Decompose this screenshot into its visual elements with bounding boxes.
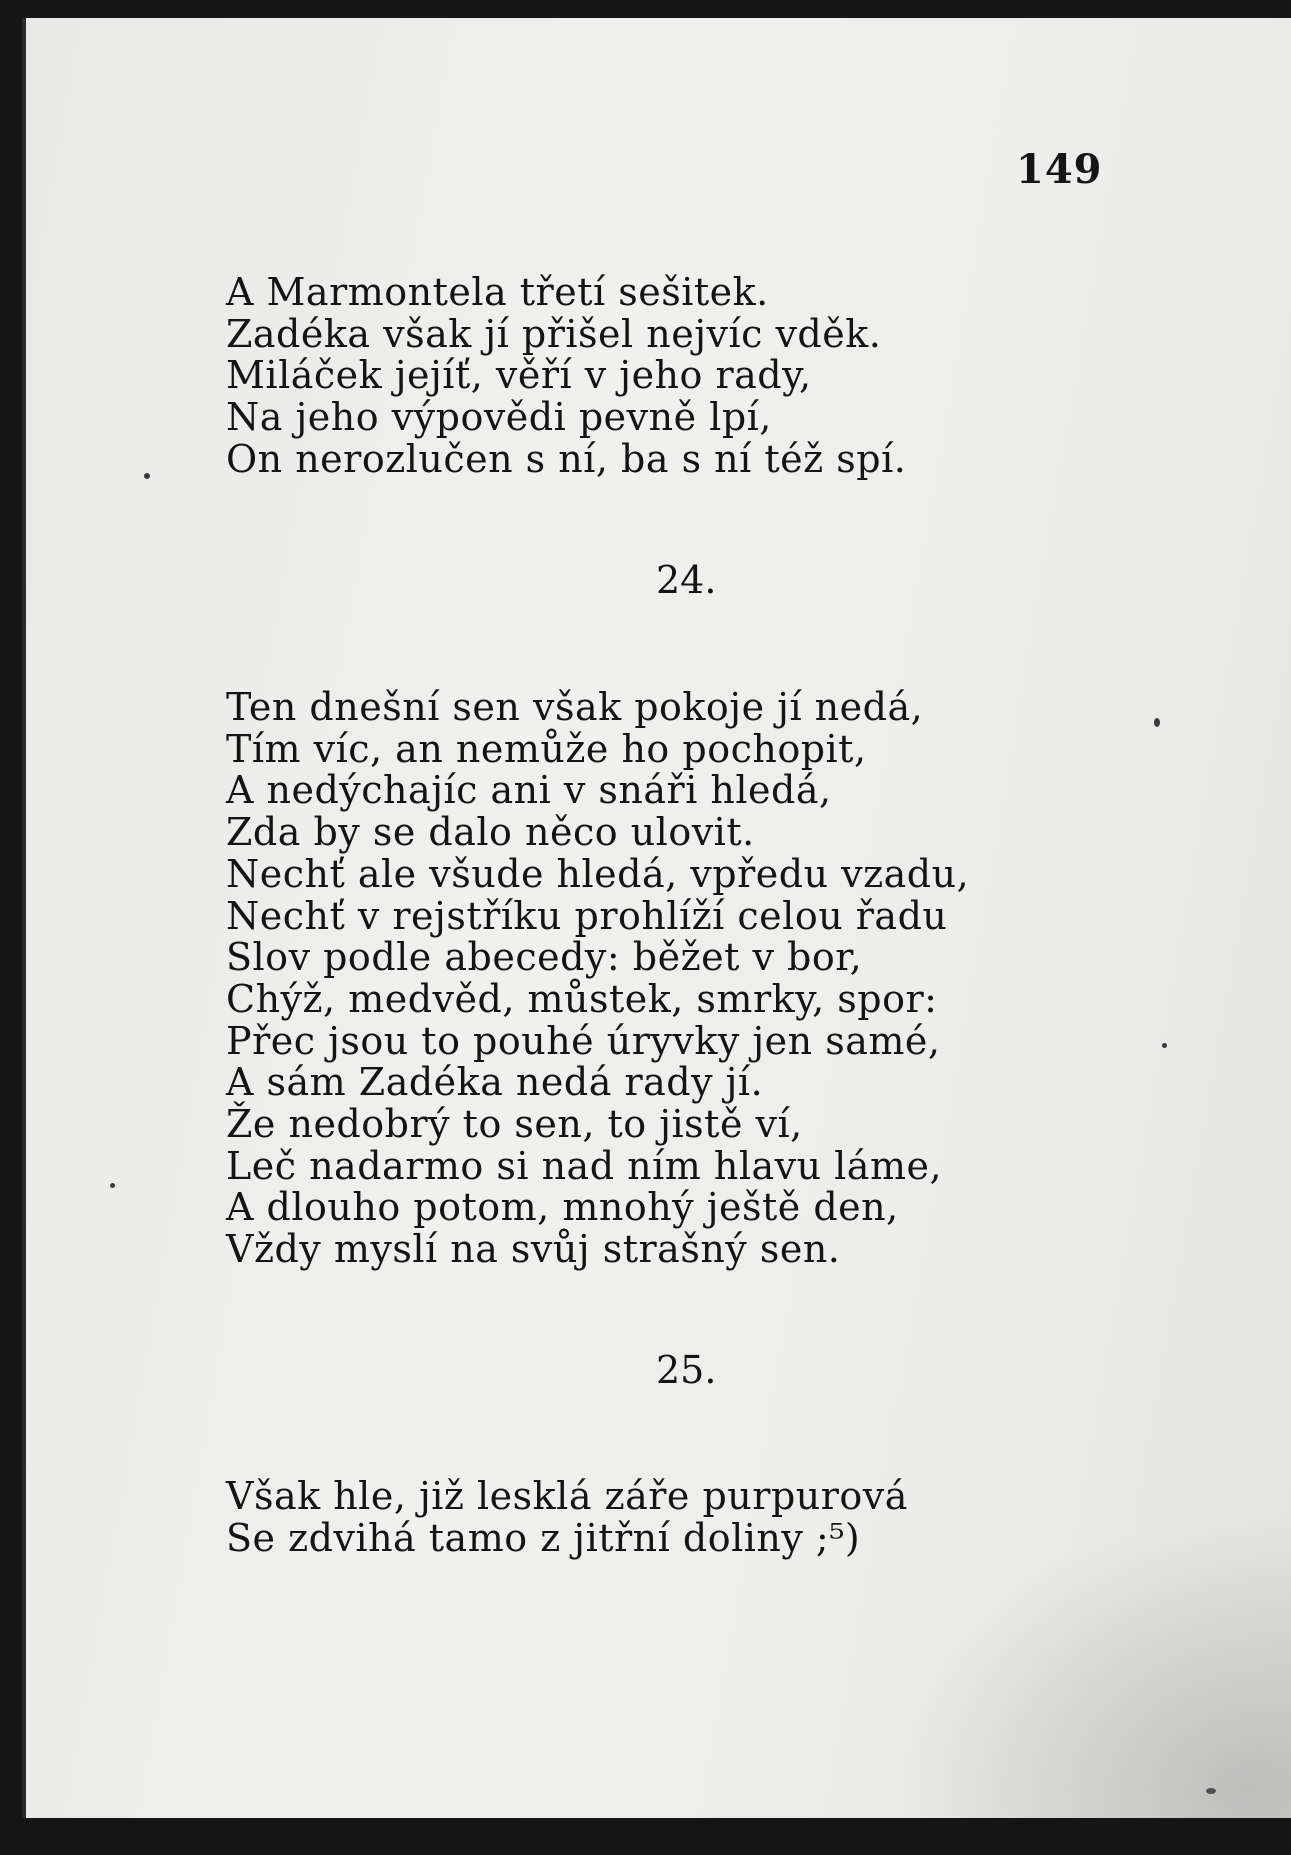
paper-speck bbox=[144, 473, 150, 479]
verse-line: Nechť ale všude hledá, vpředu vzadu, bbox=[226, 851, 970, 896]
stanza-25 bbox=[226, 1476, 908, 1559]
verse-line: Nechť v rejstříku prohlíží celou řadu bbox=[226, 893, 948, 938]
verse-line: A dlouho potom, mnohý ještě den, bbox=[226, 1185, 899, 1230]
stanza-23-end bbox=[226, 272, 906, 481]
verse-line: Zda by se dalo něco ulovit. bbox=[226, 810, 755, 855]
verse-line: A sám Zadéka nedá rady jí. bbox=[226, 1060, 764, 1105]
book-page bbox=[22, 18, 1291, 1818]
verse-line: Chýž, medvěd, můstek, smrky, spor: bbox=[226, 976, 938, 1021]
section-heading-24: 24. bbox=[656, 558, 717, 602]
verse-line: Vždy myslí na svůj strašný sen. bbox=[226, 1227, 841, 1272]
verse-line: Miláček jejíť, věří v jeho rady, bbox=[226, 353, 812, 398]
verse-line: Že nedobrý to sen, to jistě ví, bbox=[226, 1102, 803, 1147]
verse-line: Leč nadarmo si nad ním hlavu láme, bbox=[226, 1143, 943, 1188]
verse-line: On nerozlučen s ní, ba s ní též spí. bbox=[226, 436, 907, 481]
paper-speck bbox=[110, 1183, 115, 1188]
verse-line: Tím víc, an nemůže ho pochopit, bbox=[226, 726, 867, 771]
page-number: 149 bbox=[1016, 146, 1103, 193]
verse-line: A Marmontela třetí sešitek. bbox=[226, 270, 769, 314]
paper-speck bbox=[1154, 718, 1160, 727]
paper-speck bbox=[1206, 1788, 1216, 1794]
verse-line: Však hle, již lesklá záře purpurová bbox=[226, 1474, 908, 1518]
paper-speck bbox=[1162, 1043, 1167, 1048]
section-heading-25: 25. bbox=[656, 1348, 717, 1392]
verse-line: Slov podle abecedy: běžet v bor, bbox=[226, 935, 863, 980]
verse-line: Na jeho výpovědi pevně lpí, bbox=[226, 395, 772, 440]
stanza-24 bbox=[226, 687, 969, 1271]
verse-line: Ten dnešní sen však pokoje jí nedá, bbox=[226, 685, 924, 729]
verse-line: Přec jsou to pouhé úryvky jen samé, bbox=[226, 1018, 941, 1063]
verse-line: Zadéka však jí přišel nejvíc vděk. bbox=[226, 311, 882, 356]
verse-line: Se zdvihá tamo z jitřní doliny ;⁵) bbox=[226, 1515, 861, 1560]
verse-line: A nedýchajíc ani v snáři hledá, bbox=[226, 768, 832, 813]
